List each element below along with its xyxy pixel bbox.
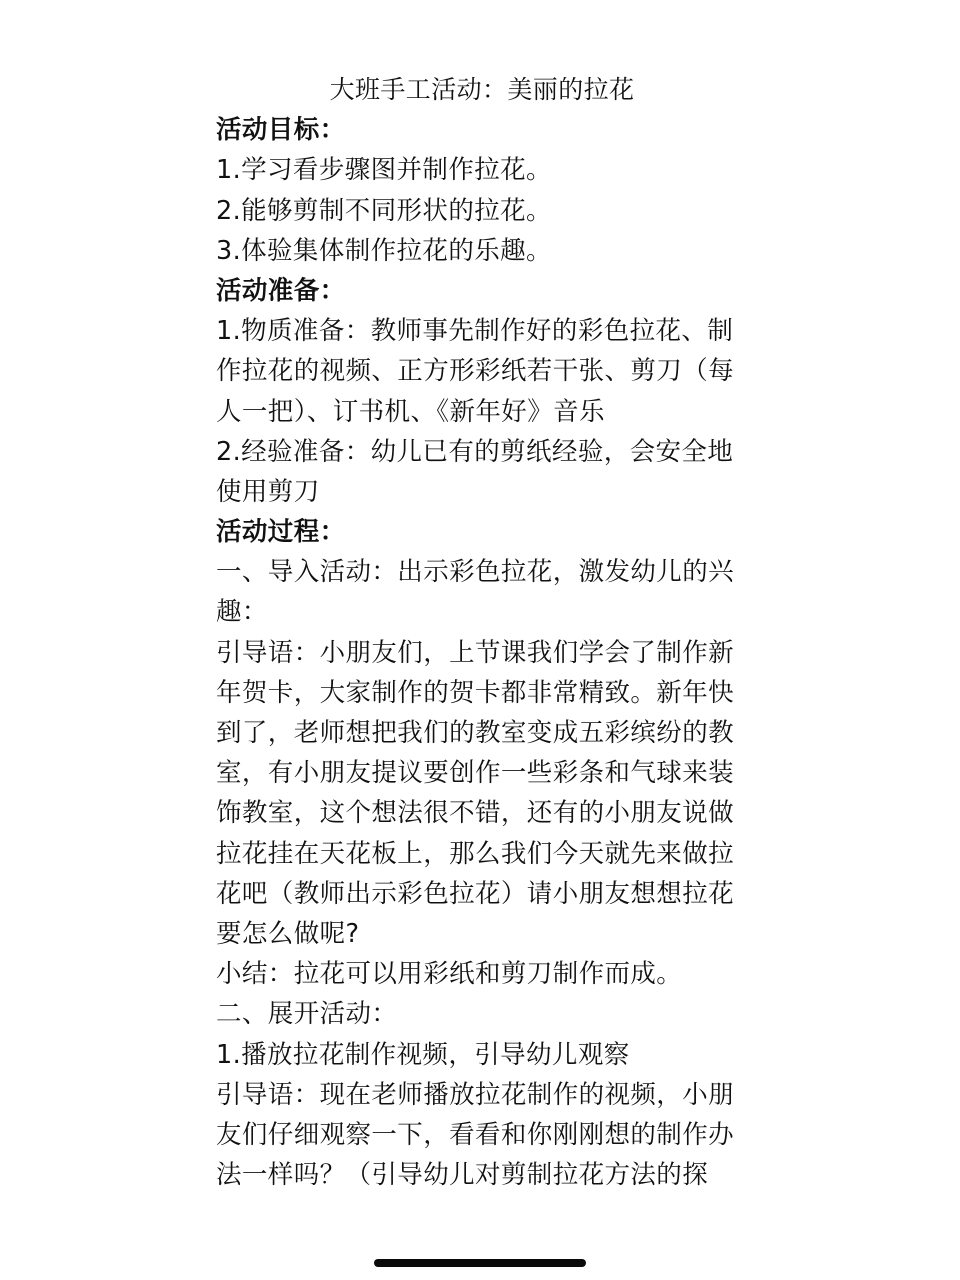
paragraph-line: 引导语：现在老师播放拉花制作的视频，小朋	[216, 1079, 735, 1110]
paragraph-line: 一、导入活动：出示彩色拉花，激发幼儿的兴	[216, 557, 735, 588]
goal-item-2: 2.能够剪制不同形状的拉花。	[216, 195, 552, 226]
paragraph-line: 人一把）、订书机、《新年好》音乐	[216, 396, 605, 427]
paragraph-line: 作拉花的视频、正方形彩纸若干张、剪刀（每	[216, 356, 735, 387]
paragraph-line: 花吧（教师出示彩色拉花）请小朋友想想拉花	[216, 878, 735, 909]
document-body	[216, 70, 748, 1195]
section-heading-process: 活动过程：	[216, 517, 346, 548]
document-title: 大班手工活动：美丽的拉花	[329, 75, 635, 104]
goal-item-3: 3.体验集体制作拉花的乐趣。	[216, 235, 552, 266]
paragraph-line: 1.物质准备：教师事先制作好的彩色拉花、制	[216, 316, 734, 347]
paragraph-line: 到了，老师想把我们的教室变成五彩缤纷的教	[216, 718, 735, 748]
goal-item-1: 1.学习看步骤图并制作拉花。	[216, 155, 552, 186]
paragraph-line: 友们仔细观察一下，看看和你刚刚想的制作办	[216, 1119, 735, 1150]
paragraph-line: 室，有小朋友提议要创作一些彩条和气球来装	[216, 758, 735, 789]
paragraph-line: 1.播放拉花制作视频，引导幼儿观察	[216, 1039, 630, 1070]
paragraph-line: 趣：	[216, 597, 268, 628]
home-indicator-bar[interactable]	[374, 1259, 586, 1267]
paragraph-line: 使用剪刀	[216, 476, 320, 507]
section-heading-goals: 活动目标：	[216, 115, 346, 146]
paragraph-line: 引导语：小朋友们，上节课我们学会了制作新	[216, 637, 735, 668]
paragraph-line: 要怎么做呢?	[216, 918, 360, 949]
paragraph-line: 法一样吗？（引导幼儿对剪制拉花方法的探	[216, 1160, 709, 1191]
paragraph-line: 拉花挂在天花板上，那么我们今天就先来做拉	[216, 838, 735, 869]
paragraph-line: 饰教室，这个想法很不错，还有的小朋友说做	[216, 798, 735, 829]
section-heading-preparation: 活动准备：	[216, 275, 346, 306]
paragraph-line: 年贺卡，大家制作的贺卡都非常精致。新年快	[216, 677, 735, 708]
paragraph-line: 小结：拉花可以用彩纸和剪刀制作而成。	[216, 959, 683, 990]
paragraph-line: 二、展开活动：	[216, 999, 398, 1030]
paragraph-line: 2.经验准备：幼儿已有的剪纸经验，会安全地	[216, 436, 734, 467]
